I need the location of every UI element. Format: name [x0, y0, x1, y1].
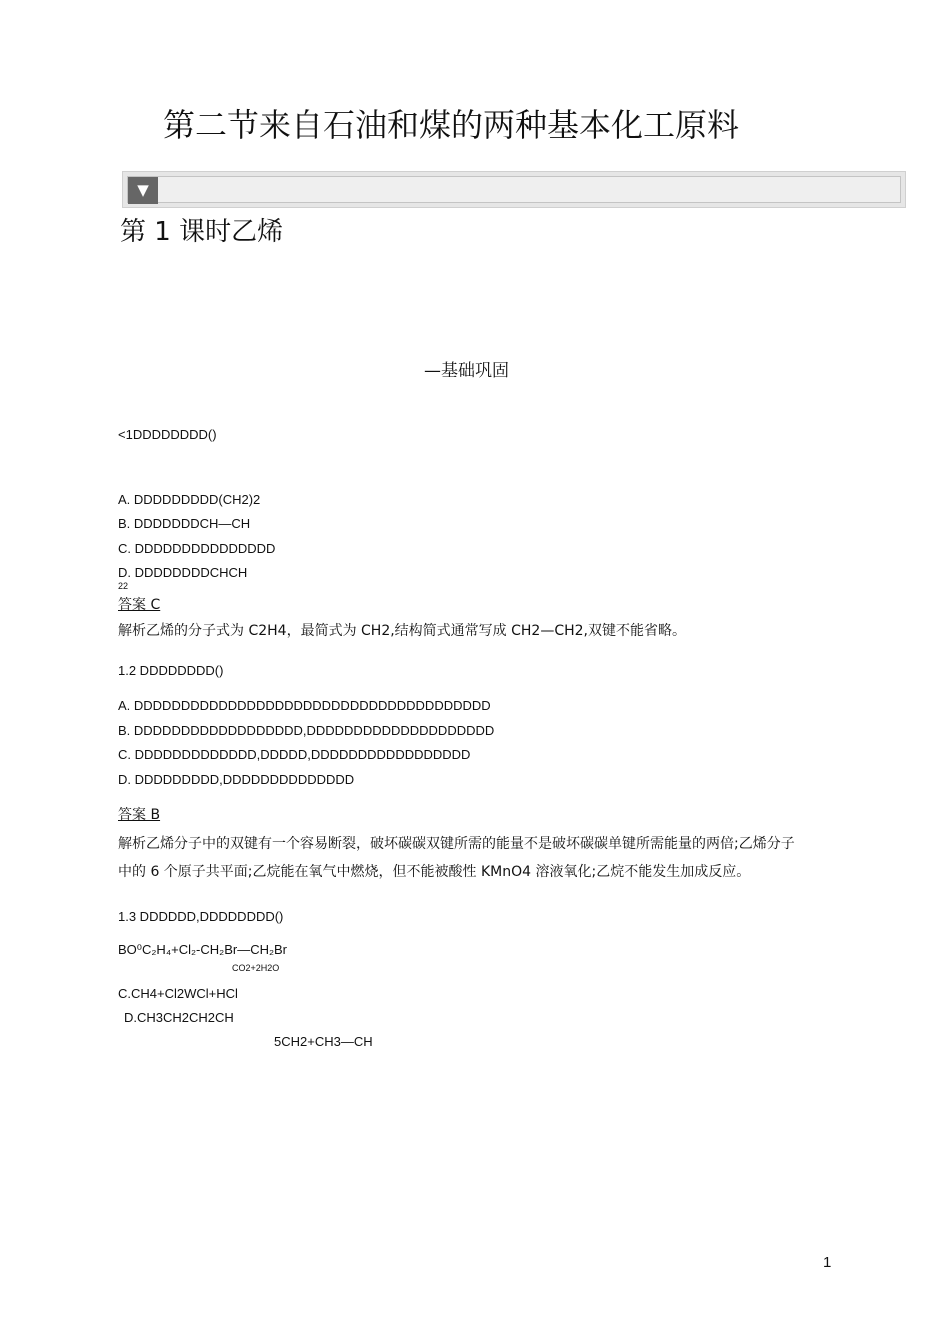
lesson-heading: 第 1 课时乙烯 [120, 217, 284, 247]
q2-option-a: A. DDDDDDDDDDDDDDDDDDDDDDDDDDDDDDDDDDDDDD [118, 698, 491, 713]
q2-answer: 答案 B [118, 807, 161, 823]
q1-stem: <1DDDDDDDD() [118, 427, 217, 442]
q1-option-a: A. DDDDDDDDD(CH2)2 [118, 492, 261, 507]
q3-option-c: C.CH4+Cl2WCl+HCl [118, 986, 238, 1001]
q1-answer: 答案 C [118, 597, 161, 613]
q2-stem: 1.2 DDDDDDDD() [118, 663, 224, 678]
q3-option-d: D.CH3CH2CH2CH [124, 1010, 234, 1025]
document-title: 第二节来自石油和煤的两种基本化工原料 [163, 106, 740, 144]
collapsible-section-bar[interactable] [122, 171, 906, 208]
section-heading: —基础巩固 [424, 361, 509, 381]
q3-stem: 1.3 DDDDDD,DDDDDDDD() [118, 909, 284, 924]
q1-option-c: C. DDDDDDDDDDDDDDD [118, 541, 276, 556]
q2-option-d: D. DDDDDDDDD,DDDDDDDDDDDDDD [118, 772, 355, 787]
q3-line-b: BO⁰C₂H₄+Cl₂-CH₂Br—CH₂Br [118, 942, 288, 957]
collapsible-section-frame [127, 176, 901, 203]
q3-line-b-sub: CO2+2H2O [232, 963, 280, 973]
q1-option-b: B. DDDDDDDCH—CH [118, 516, 251, 531]
q1-option-d: D. DDDDDDDDCHCH [118, 565, 248, 580]
collapse-toggle-icon[interactable]: ▼ [128, 177, 158, 204]
q1-sub-note: 22 [118, 581, 129, 591]
q2-analysis-line-2: 中的 6 个原子共平面;乙烷能在氧气中燃烧，但不能被酸性 KMnO4 溶液氧化;乙烷不能发生加成反应。 [118, 864, 751, 880]
q3-line-5: 5CH2+CH3—CH [274, 1034, 373, 1049]
q2-analysis-line-1: 解析乙烯分子中的双键有一个容易断裂，破坏碳碳双键所需的能量不是破坏碳碳单键所需能量的两倍;乙烯分子 [118, 836, 795, 852]
q2-option-c: C. DDDDDDDDDDDDD,DDDDD,DDDDDDDDDDDDDDDDD [118, 747, 471, 762]
q2-option-b: B. DDDDDDDDDDDDDDDDDD,DDDDDDDDDDDDDDDDDDDD [118, 723, 495, 738]
q1-analysis: 解析乙烯的分子式为 C2H4，最简式为 CH2,结构简式通常写成 CH2—CH2,双键不能省略。 [118, 623, 686, 639]
page-number: 1 [823, 1254, 832, 1271]
